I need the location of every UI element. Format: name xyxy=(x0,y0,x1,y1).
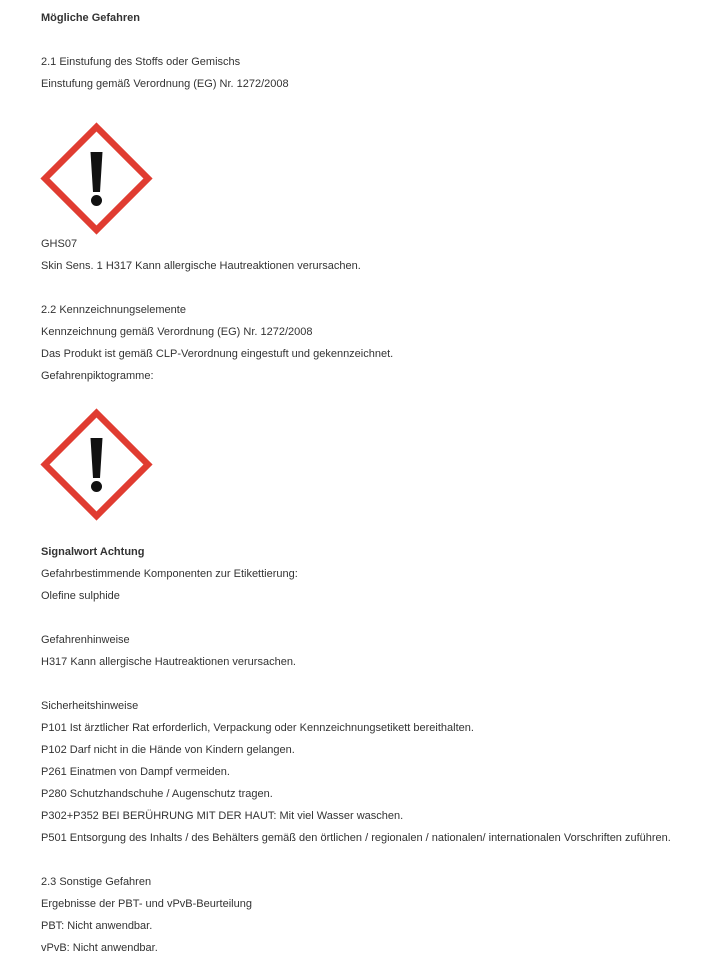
components-label: Gefahrbestimmende Komponenten zur Etikettierung: xyxy=(41,568,298,580)
pbt-label: Ergebnisse der PBT- und vPvB-Beurteilung xyxy=(41,898,252,910)
classification-heading: 2.1 Einstufung des Stoffs oder Gemischs xyxy=(41,56,241,68)
precaution-item: P501 Entsorgung des Inhalts / des Behälters gemäß den örtlichen / regionalen / nationalen/ internationalen Vorschriften zuführen. xyxy=(41,832,671,844)
component: Olefine sulphide xyxy=(41,590,120,602)
classification-regulation: Einstufung gemäß Verordnung (EG) Nr. 1272/2008 xyxy=(41,78,289,90)
precaution-item: P261 Einatmen von Dampf vermeiden. xyxy=(41,766,230,778)
labelling-heading: 2.2 Kennzeichnungselemente xyxy=(41,304,186,316)
clp-note: Das Produkt ist gemäß CLP-Verordnung eingestuft und gekennzeichnet. xyxy=(41,348,394,360)
pictogram-code: GHS07 xyxy=(41,238,78,250)
ghs07-exclamation-mark-icon xyxy=(40,122,153,235)
pictograms-label: Gefahrenpiktogramme: xyxy=(41,370,154,382)
hazard-statement: H317 Kann allergische Hautreaktionen verursachen. xyxy=(41,656,296,668)
precaution-item: P101 Ist ärztlicher Rat erforderlich, Verpackung oder Kennzeichnungsetikett bereithalten. xyxy=(41,722,474,734)
signal-word: Signalwort Achtung xyxy=(41,546,145,558)
ghs07-exclamation-mark-icon xyxy=(40,408,153,521)
precaution-item: P102 Darf nicht in die Hände von Kindern gelangen. xyxy=(41,744,295,756)
pbt-result: PBT: Nicht anwendbar. xyxy=(41,920,153,932)
precaution-item: P302+P352 BEI BERÜHRUNG MIT DER HAUT: Mit viel Wasser waschen. xyxy=(41,810,404,822)
precaution-label: Sicherheitshinweise xyxy=(41,700,139,712)
section-title: Mögliche Gefahren xyxy=(41,12,141,24)
other-hazards-heading: 2.3 Sonstige Gefahren xyxy=(41,876,152,888)
vpvb-result: vPvB: Nicht anwendbar. xyxy=(41,942,158,954)
labelling-regulation: Kennzeichnung gemäß Verordnung (EG) Nr. 1272/2008 xyxy=(41,326,313,338)
hazard-class: Skin Sens. 1 H317 Kann allergische Hautreaktionen verursachen. xyxy=(41,260,361,272)
precaution-item: P280 Schutzhandschuhe / Augenschutz tragen. xyxy=(41,788,273,800)
hazard-statements-label: Gefahrenhinweise xyxy=(41,634,130,646)
